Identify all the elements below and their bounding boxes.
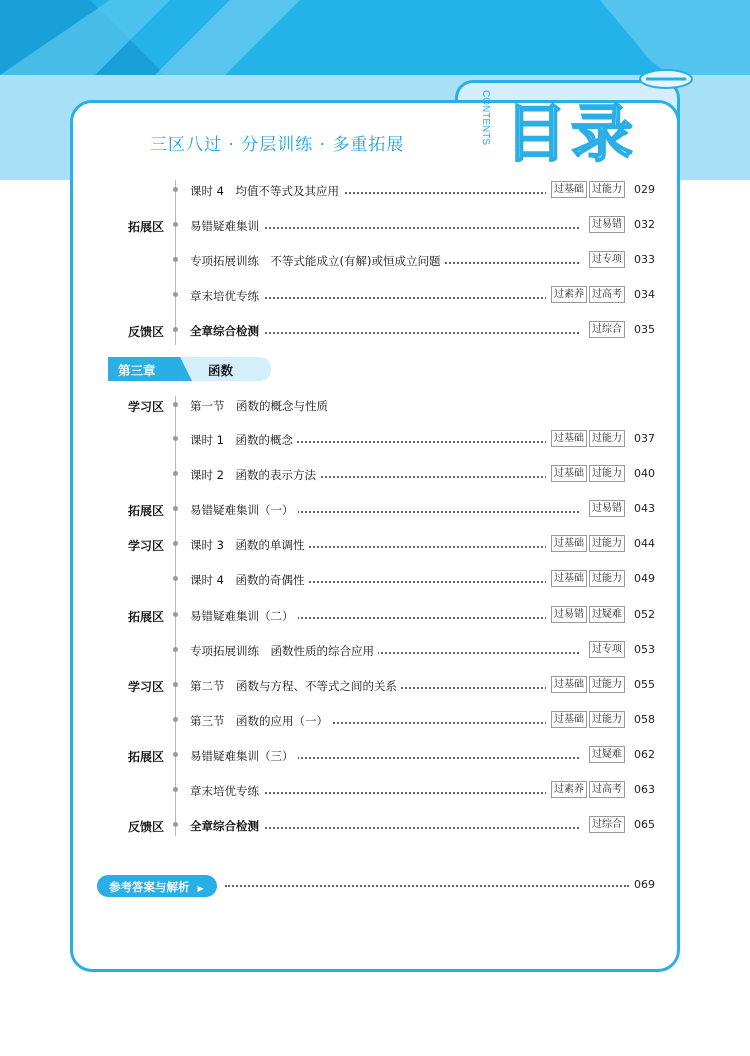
bullet-dot <box>173 576 178 581</box>
tag-group <box>546 465 625 482</box>
contents-label: CONTENTS <box>480 90 491 145</box>
zone-label: 学习区 <box>128 680 165 694</box>
tag-group <box>546 181 625 198</box>
level-tag: 过素养 <box>551 781 587 798</box>
level-tag: 过高考 <box>589 781 625 798</box>
bullet-dot <box>173 471 178 476</box>
bullet-dot <box>173 292 178 297</box>
tag-group <box>546 535 625 552</box>
arrow-right-icon: ▶ <box>197 884 204 893</box>
tag-group <box>546 570 625 587</box>
toc-row[interactable] <box>0 321 750 341</box>
page-number: 035 <box>634 323 655 336</box>
entry-title: 第三节 函数的应用（一） <box>190 713 332 729</box>
toc-row[interactable] <box>0 500 750 520</box>
bullet-dot <box>173 436 178 441</box>
toc-row[interactable] <box>0 711 750 731</box>
level-tag: 过疑难 <box>589 606 625 623</box>
toc-row[interactable] <box>0 286 750 306</box>
page-number: 043 <box>634 502 655 515</box>
tag-group <box>546 606 625 623</box>
toc-row[interactable] <box>0 676 750 696</box>
toc-row[interactable] <box>0 816 750 836</box>
page-number: 062 <box>634 748 655 761</box>
bullet-dot <box>173 682 178 687</box>
entry-title: 课时 4 函数的奇偶性 <box>190 572 308 588</box>
page-number: 055 <box>634 678 655 691</box>
tag-group <box>584 216 625 233</box>
page-number: 052 <box>634 608 655 621</box>
level-tag: 过素养 <box>551 286 587 303</box>
tag-group <box>546 286 625 303</box>
tag-group <box>584 251 625 268</box>
level-tag: 过能力 <box>589 676 625 693</box>
brand-logo <box>636 66 696 92</box>
tag-group <box>546 676 625 693</box>
bullet-dot <box>173 222 178 227</box>
page-number: 053 <box>634 643 655 656</box>
toc-row[interactable] <box>0 430 750 450</box>
level-tag: 过易错 <box>589 500 625 517</box>
level-tag: 过能力 <box>589 181 625 198</box>
entry-title: 章末培优专练 <box>190 783 263 799</box>
bullet-dot <box>173 187 178 192</box>
level-tag: 过基础 <box>551 430 587 447</box>
page-number: 037 <box>634 432 655 445</box>
entry-title: 课时 3 函数的单调性 <box>190 537 308 553</box>
entry-title: 易错疑难集训（一） <box>190 502 298 518</box>
level-tag: 过能力 <box>589 430 625 447</box>
chapter-name: 函数 <box>208 363 234 378</box>
level-tag: 过综合 <box>589 321 625 338</box>
level-tag: 过高考 <box>589 286 625 303</box>
entry-title: 课时 2 函数的表示方法 <box>190 467 320 483</box>
entry-title: 全章综合检测 <box>190 818 263 834</box>
answers-leader <box>225 885 629 887</box>
entry-title: 课时 1 函数的概念 <box>190 432 297 448</box>
zone-label: 反馈区 <box>128 325 165 339</box>
level-tag: 过专项 <box>589 641 625 658</box>
entry-title: 课时 4 均值不等式及其应用 <box>190 183 343 199</box>
level-tag: 过能力 <box>589 711 625 728</box>
toc-row[interactable] <box>0 746 750 766</box>
level-tag: 过基础 <box>551 535 587 552</box>
tag-group <box>584 816 625 833</box>
level-tag: 过能力 <box>589 535 625 552</box>
page-title: 目录 <box>505 97 638 170</box>
page-number: 044 <box>634 537 655 550</box>
bullet-dot <box>173 822 178 827</box>
zone-label: 拓展区 <box>128 610 165 624</box>
page-number: 040 <box>634 467 655 480</box>
contents-vertical-label <box>478 88 498 158</box>
tag-group <box>584 500 625 517</box>
level-tag: 过基础 <box>551 711 587 728</box>
page-number: 063 <box>634 783 655 796</box>
level-tag: 过专项 <box>589 251 625 268</box>
entry-title: 全章综合检测 <box>190 323 263 339</box>
zone-label: 学习区 <box>128 539 165 553</box>
entry-title: 专项拓展训练 函数性质的综合应用 <box>190 643 378 659</box>
level-tag: 过综合 <box>589 816 625 833</box>
bullet-dot <box>173 647 178 652</box>
tag-group <box>584 321 625 338</box>
entry-title: 易错疑难集训 <box>190 218 263 234</box>
toc-row[interactable] <box>0 781 750 801</box>
level-tag: 过能力 <box>589 570 625 587</box>
zone-label: 拓展区 <box>128 220 165 234</box>
answers-button[interactable] <box>97 875 217 897</box>
bullet-dot <box>173 787 178 792</box>
level-tag: 过基础 <box>551 181 587 198</box>
bullet-dot <box>173 717 178 722</box>
tag-group <box>584 746 625 763</box>
entry-title: 章末培优专练 <box>190 288 263 304</box>
zone-label: 拓展区 <box>128 504 165 518</box>
zone-label: 反馈区 <box>128 820 165 834</box>
page-number: 034 <box>634 288 655 301</box>
page-number: 058 <box>634 713 655 726</box>
toc-row[interactable] <box>0 216 750 236</box>
zone-label: 拓展区 <box>128 750 165 764</box>
toc-row[interactable] <box>0 465 750 485</box>
toc-row[interactable] <box>0 181 750 201</box>
bullet-dot <box>173 541 178 546</box>
level-tag: 过基础 <box>551 676 587 693</box>
toc-row[interactable] <box>0 641 750 661</box>
slogan: 三区八过 · 分层训练 · 多重拓展 <box>150 135 405 155</box>
entry-title: 第一节 函数的概念与性质 <box>190 398 332 414</box>
bullet-dot <box>173 327 178 332</box>
toc-row[interactable] <box>0 535 750 555</box>
level-tag: 过易错 <box>551 606 587 623</box>
bullet-dot <box>173 752 178 757</box>
bullet-dot <box>173 257 178 262</box>
tag-group <box>546 711 625 728</box>
zone-label: 学习区 <box>128 400 165 414</box>
entry-title: 易错疑难集训（二） <box>190 608 298 624</box>
toc-row[interactable] <box>0 251 750 271</box>
answers-page: 069 <box>634 878 655 891</box>
page-number: 032 <box>634 218 655 231</box>
toc-row[interactable] <box>0 396 750 416</box>
bullet-dot <box>173 506 178 511</box>
tag-group <box>546 781 625 798</box>
entry-title: 第二节 函数与方程、不等式之间的关系 <box>190 678 401 694</box>
tag-group <box>584 641 625 658</box>
answers-label: 参考答案与解析 <box>109 880 190 894</box>
bullet-dot <box>173 402 178 407</box>
level-tag: 过基础 <box>551 465 587 482</box>
level-tag: 过易错 <box>589 216 625 233</box>
page-number: 029 <box>634 183 655 196</box>
tag-group <box>546 430 625 447</box>
level-tag: 过能力 <box>589 465 625 482</box>
chapter-number: 第三章 <box>118 363 156 378</box>
entry-title: 专项拓展训练 不等式能成立(有解)或恒成立问题 <box>190 253 444 269</box>
level-tag: 过疑难 <box>589 746 625 763</box>
page-number: 049 <box>634 572 655 585</box>
toc-row[interactable] <box>0 570 750 590</box>
page-number: 065 <box>634 818 655 831</box>
page-number: 033 <box>634 253 655 266</box>
entry-title: 易错疑难集训（三） <box>190 748 298 764</box>
level-tag: 过基础 <box>551 570 587 587</box>
bullet-dot <box>173 612 178 617</box>
toc-row[interactable] <box>0 606 750 626</box>
